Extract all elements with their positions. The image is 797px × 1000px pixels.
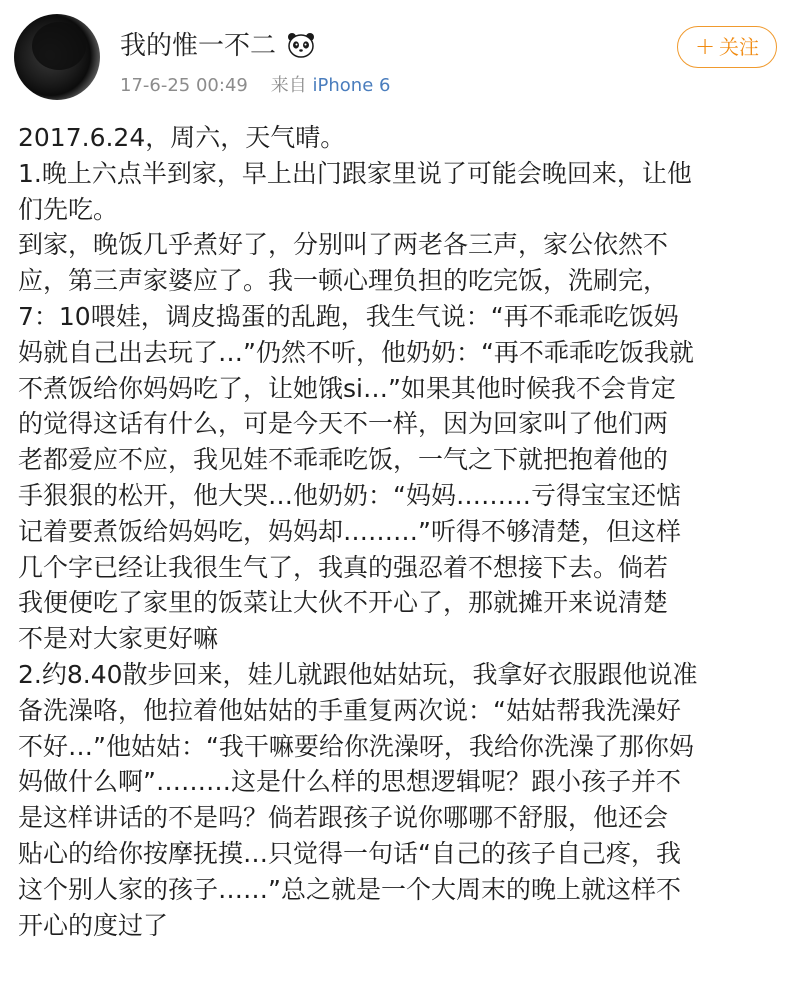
post-header [0, 0, 797, 118]
post-line: 备洗澡咯，他拉着他姑姑的手重复两次说：“姑姑帮我洗澡好 [18, 695, 681, 725]
panda-icon [287, 32, 315, 58]
post-line: 贴心的给你按摩抚摸…只觉得一句话“自己的孩子自己疼，我 [18, 838, 681, 868]
post-line: 我便便吃了家里的饭菜让大伙不开心了，那就摊开来说清楚 [18, 588, 669, 618]
post-line: 到家，晚饭几乎煮好了，分别叫了两老各三声，家公依然不 [18, 230, 669, 260]
post-line: 1.晚上六点半到家，早上出门跟家里说了可能会晚回来，让他 [18, 158, 692, 188]
plus-icon: + [694, 32, 716, 60]
post-meta [120, 75, 390, 97]
post-line: 几个字已经让我很生气了，我真的强忍着不想接下去。倘若 [18, 552, 669, 582]
post-line: 开心的度过了 [18, 910, 169, 940]
post-line: 7：10喂娃，调皮捣蛋的乱跑，我生气说：“再不乖乖吃饭妈 [18, 301, 679, 331]
post-line: 手狠狠的松开，他大哭…他奶奶：“妈妈………亏得宝宝还惦 [18, 480, 681, 510]
post-line: 妈就自己出去玩了…”仍然不听，他奶奶：“再不乖乖吃饭我就 [18, 337, 694, 367]
post-line: 2017.6.24，周六，天气晴。 [18, 123, 346, 152]
post-timestamp: 17-6-25 00:49 [120, 75, 248, 96]
post-line: 的觉得这话有什么，可是今天不一样，因为回家叫了他们两 [18, 409, 669, 439]
post-line: 是这样讲话的不是吗？倘若跟孩子说你哪哪不舒服，他还会 [18, 803, 669, 833]
post-line: 应，第三声家婆应了。我一顿心理负担的吃完饭，洗刷完， [18, 266, 669, 296]
post-line: 记着要煮饭给妈妈吃，妈妈却………”听得不够清楚，但这样 [18, 516, 681, 546]
post-line: 这个别人家的孩子……”总之就是一个大周末的晚上就这样不 [18, 874, 681, 904]
source-prefix: 来自 [270, 75, 307, 96]
post-line: 不好…”他姑姑：“我干嘛要给你洗澡呀，我给你洗澡了那你妈 [18, 731, 694, 761]
post-line: 2.约8.40散步回来，娃儿就跟他姑姑玩，我拿好衣服跟他说准 [18, 659, 698, 689]
post-line: 不是对大家更好嘛 [18, 624, 219, 654]
follow-label: 关注 [719, 35, 760, 59]
post-line: 妈做什么啊”………这是什么样的思想逻辑呢？跟小孩子并不 [18, 767, 681, 797]
post-line: 们先吃。 [18, 194, 119, 224]
avatar[interactable] [14, 14, 100, 100]
post-line: 不煮饭给你妈妈吃了，让她饿si…”如果其他时候我不会肯定 [18, 373, 676, 403]
post-body [18, 120, 788, 943]
follow-button[interactable] [677, 26, 777, 68]
source-device-link[interactable]: iPhone 6 [312, 75, 391, 96]
post-line: 老都爱应不应，我见娃不乖乖吃饭，一气之下就把抱着他的 [18, 445, 669, 475]
username[interactable]: 我的惟一不二 [120, 31, 277, 61]
